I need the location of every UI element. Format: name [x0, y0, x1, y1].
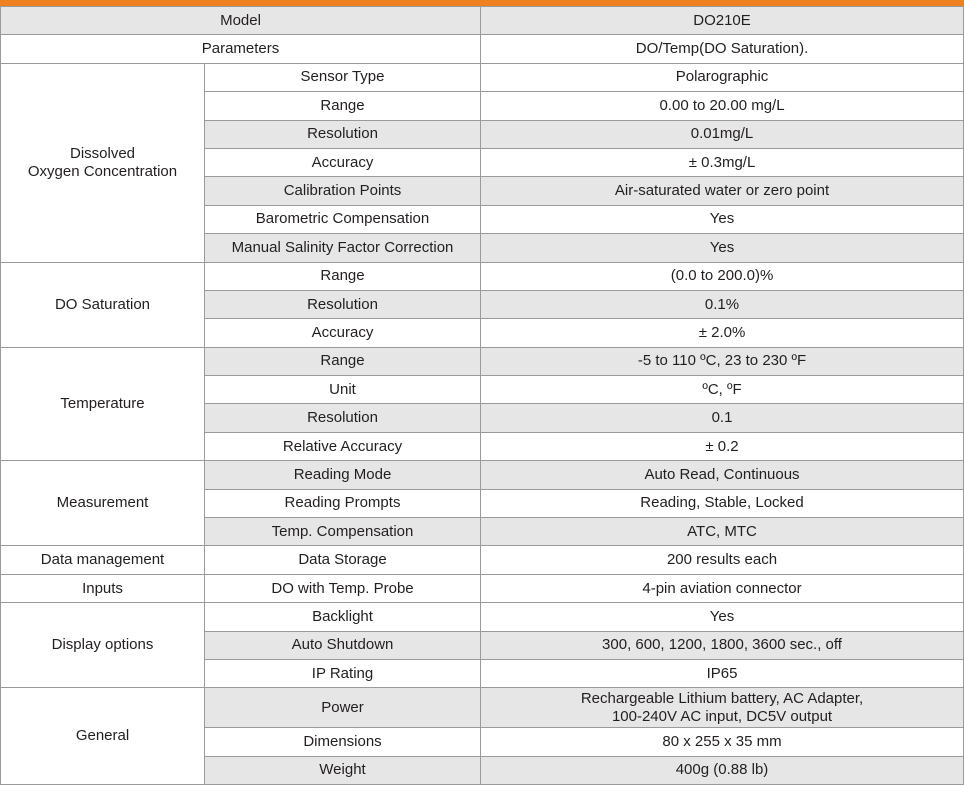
row-value: Air-saturated water or zero point — [481, 177, 964, 205]
table-row — [1, 574, 964, 602]
row-label: Reading Prompts — [205, 489, 481, 517]
table-row — [1, 688, 964, 728]
row-value: ATC, MTC — [481, 518, 964, 546]
row-label: Range — [205, 92, 481, 120]
row-label: Reading Mode — [205, 461, 481, 489]
power-value-line1: Rechargeable Lithium battery, AC Adapter, — [580, 689, 864, 707]
table-row — [1, 546, 964, 574]
row-value: 400g (0.88 lb) — [481, 756, 964, 784]
group-name-line2: Oxygen Concentration — [27, 162, 178, 180]
table-row — [1, 63, 964, 91]
row-value: IP65 — [481, 659, 964, 687]
row-label: Resolution — [205, 290, 481, 318]
row-value: 80 x 255 x 35 mm — [481, 728, 964, 756]
model-value: DO210E — [481, 7, 964, 35]
row-value: ± 0.3mg/L — [481, 148, 964, 176]
row-value: ± 0.2 — [481, 432, 964, 460]
table-row-model — [1, 7, 964, 35]
group-dissolved-oxygen — [1, 63, 205, 262]
row-value: 0.00 to 20.00 mg/L — [481, 92, 964, 120]
parameters-value: DO/Temp(DO Saturation). — [481, 35, 964, 63]
row-label: Unit — [205, 376, 481, 404]
row-value: 0.1 — [481, 404, 964, 432]
row-label: Range — [205, 262, 481, 290]
table-row — [1, 262, 964, 290]
group-name-line1: Dissolved — [69, 144, 136, 162]
power-value-line2: 100-240V AC input, DC5V output — [611, 707, 833, 725]
row-value: Yes — [481, 603, 964, 631]
model-label: Model — [1, 7, 481, 35]
row-label: IP Rating — [205, 659, 481, 687]
table-row — [1, 603, 964, 631]
row-value: Auto Read, Continuous — [481, 461, 964, 489]
row-value: 200 results each — [481, 546, 964, 574]
table-row-parameters — [1, 35, 964, 63]
row-label: Sensor Type — [205, 63, 481, 91]
row-value: 0.01mg/L — [481, 120, 964, 148]
row-value: Yes — [481, 205, 964, 233]
row-value: Reading, Stable, Locked — [481, 489, 964, 517]
row-label: Accuracy — [205, 319, 481, 347]
row-label: Auto Shutdown — [205, 631, 481, 659]
row-value: ºC, ºF — [481, 376, 964, 404]
group-data-management: Data management — [1, 546, 205, 574]
row-label: DO with Temp. Probe — [205, 574, 481, 602]
row-label: Relative Accuracy — [205, 432, 481, 460]
row-value: Polarographic — [481, 63, 964, 91]
group-general: General — [1, 688, 205, 785]
row-value: 300, 600, 1200, 1800, 3600 sec., off — [481, 631, 964, 659]
row-value: 4-pin aviation connector — [481, 574, 964, 602]
spec-table — [0, 6, 964, 785]
row-value: (0.0 to 200.0)% — [481, 262, 964, 290]
parameters-label: Parameters — [1, 35, 481, 63]
row-label: Dimensions — [205, 728, 481, 756]
group-temperature: Temperature — [1, 347, 205, 461]
row-value-power — [481, 688, 964, 728]
row-label: Temp. Compensation — [205, 518, 481, 546]
row-value: -5 to 110 ºC, 23 to 230 ºF — [481, 347, 964, 375]
group-inputs: Inputs — [1, 574, 205, 602]
group-measurement: Measurement — [1, 461, 205, 546]
row-value: Yes — [481, 234, 964, 262]
row-label: Manual Salinity Factor Correction — [205, 234, 481, 262]
group-display-options: Display options — [1, 603, 205, 688]
group-do-saturation: DO Saturation — [1, 262, 205, 347]
row-label: Resolution — [205, 120, 481, 148]
row-label: Weight — [205, 756, 481, 784]
row-label: Resolution — [205, 404, 481, 432]
row-label: Range — [205, 347, 481, 375]
table-row — [1, 347, 964, 375]
row-value: ± 2.0% — [481, 319, 964, 347]
table-row — [1, 461, 964, 489]
row-label: Backlight — [205, 603, 481, 631]
row-label: Power — [205, 688, 481, 728]
row-label: Accuracy — [205, 148, 481, 176]
row-label: Calibration Points — [205, 177, 481, 205]
row-value: 0.1% — [481, 290, 964, 318]
row-label: Data Storage — [205, 546, 481, 574]
row-label: Barometric Compensation — [205, 205, 481, 233]
